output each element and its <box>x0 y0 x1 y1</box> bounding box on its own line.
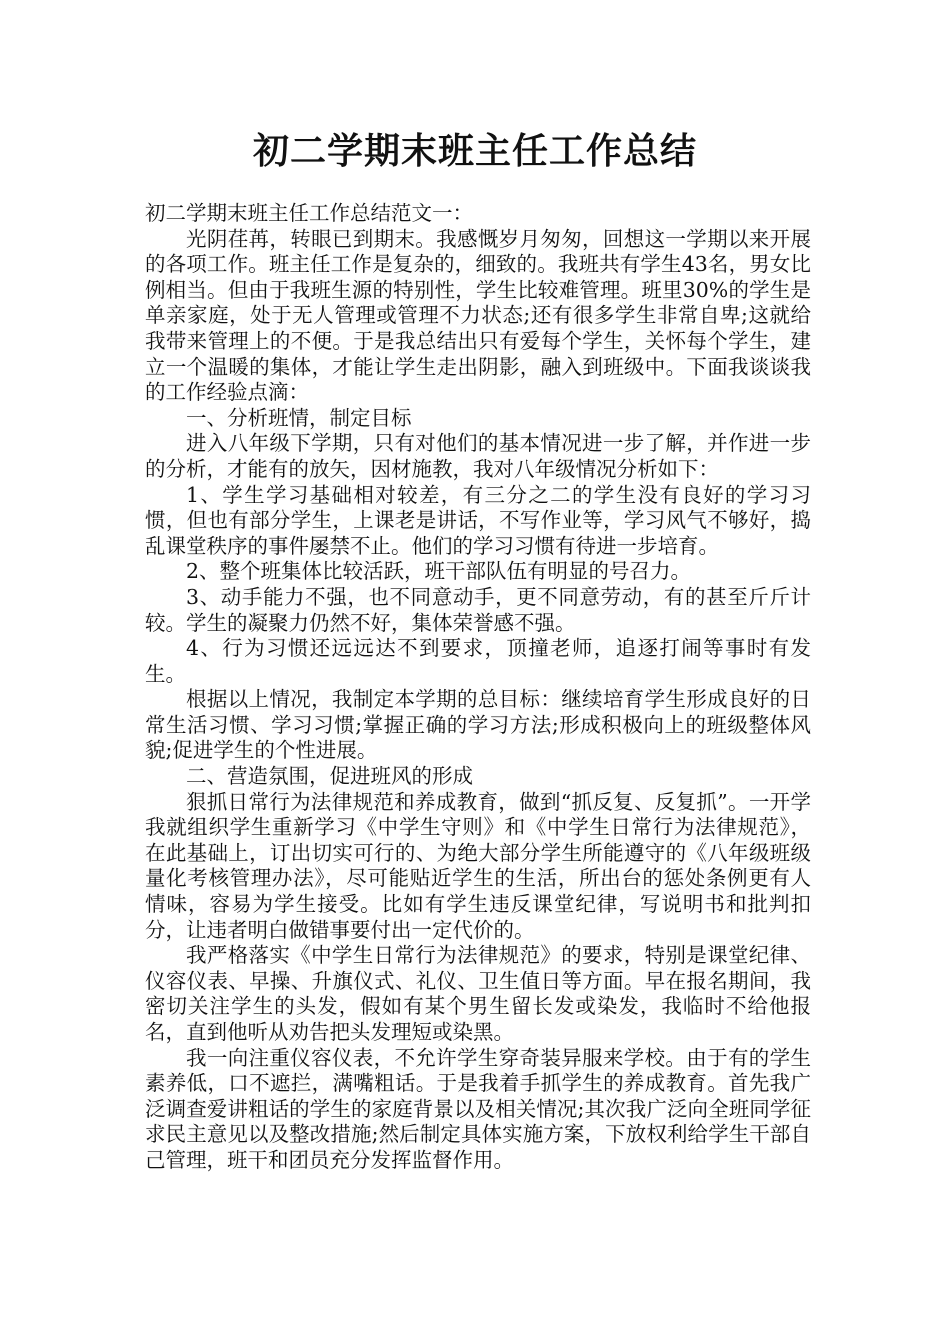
body-paragraph: 进入八年级下学期，只有对他们的基本情况进一步了解，并作进一步的分析，才能有的放矢，因材施教，我对八年级情况分析如下： <box>145 431 811 481</box>
body-paragraph: 我严格落实《中学生日常行为法律规范》的要求，特别是课堂纪律、仪容仪表、早操、升旗仪式、礼仪、卫生值日等方面。早在报名期间，我密切关注学生的头发，假如有某个男生留长发或染发，我临时不给他报名，直到他听从劝告把头发理短或染黑。 <box>145 943 811 1044</box>
body-paragraph: 光阴荏苒，转眼已到期末。我感慨岁月匆匆，回想这一学期以来开展的各项工作。班主任工作是复杂的，细致的。我班共有学生43名，男女比例相当。但由于我班生源的特别性，学生比较难管理。班里30%的学生是单亲家庭，处于无人管理或管理不力状态;还有很多学生非常自卑;这就给我带来管理上的不便。于是我总结出只有爱每个学生，关怀每个学生，建立一个温暖的集体，才能让学生走出阴影，融入到班级中。下面我谈谈我的工作经验点滴： <box>145 226 811 405</box>
body-paragraph: 二、营造氛围，促进班风的形成 <box>186 764 473 789</box>
body-paragraph: 狠抓日常行为法律规范和养成教育，做到“抓反复、反复抓”。一开学我就组织学生重新学习《中学生守则》和《中学生日常行为法律规范》，在此基础上，订出切实可行的、为绝大部分学生所能遵守的《八年级班级量化考核管理办法》，尽可能贴近学生的生活，所出台的惩处条例更有人情味，容易为学生接受。比如有学生违反课堂纪律，写说明书和批判扣分，让违者明白做错事要付出一定代价的。 <box>145 789 811 942</box>
document-subtitle: 初二学期末班主任工作总结范文一： <box>145 201 473 225</box>
document-title: 初二学期末班主任工作总结 <box>252 131 697 172</box>
body-paragraph: 1、学生学习基础相对较差，有三分之二的学生没有良好的学习习惯，但也有部分学生，上课老是讲话，不写作业等，学习风气不够好，捣乱课堂秩序的事件屡禁不止。他们的学习习惯有待进一步培育。 <box>145 482 811 558</box>
body-paragraph: 根据以上情况，我制定本学期的总目标：继续培育学生形成良好的日常生活习惯、学习习惯;掌握正确的学习方法;形成积极向上的班级整体风貌;促进学生的个性进展。 <box>145 687 811 763</box>
document-body <box>145 201 811 1174</box>
body-paragraph: 2、整个班集体比较活跃，班干部队伍有明显的号召力。 <box>186 559 692 584</box>
body-paragraph: 4、行为习惯还远远达不到要求，顶撞老师，追逐打闹等事时有发生。 <box>145 636 811 686</box>
body-paragraph: 我一向注重仪容仪表，不允许学生穿奇装异服来学校。由于有的学生素养低，口不遮拦，满嘴粗话。于是我着手抓学生的养成教育。首先我广泛调查爱讲粗话的学生的家庭背景以及相关情况;其次我广泛向全班同学征求民主意见以及整改措施;然后制定具体实施方案，下放权利给学生干部自己管理，班干和团员充分发挥监督作用。 <box>145 1045 811 1172</box>
body-paragraph: 一、分析班情，制定目标 <box>186 405 412 430</box>
body-paragraph: 3、动手能力不强，也不同意动手，更不同意劳动，有的甚至斤斤计较。学生的凝聚力仍然不好，集体荣誉感不强。 <box>145 584 811 635</box>
